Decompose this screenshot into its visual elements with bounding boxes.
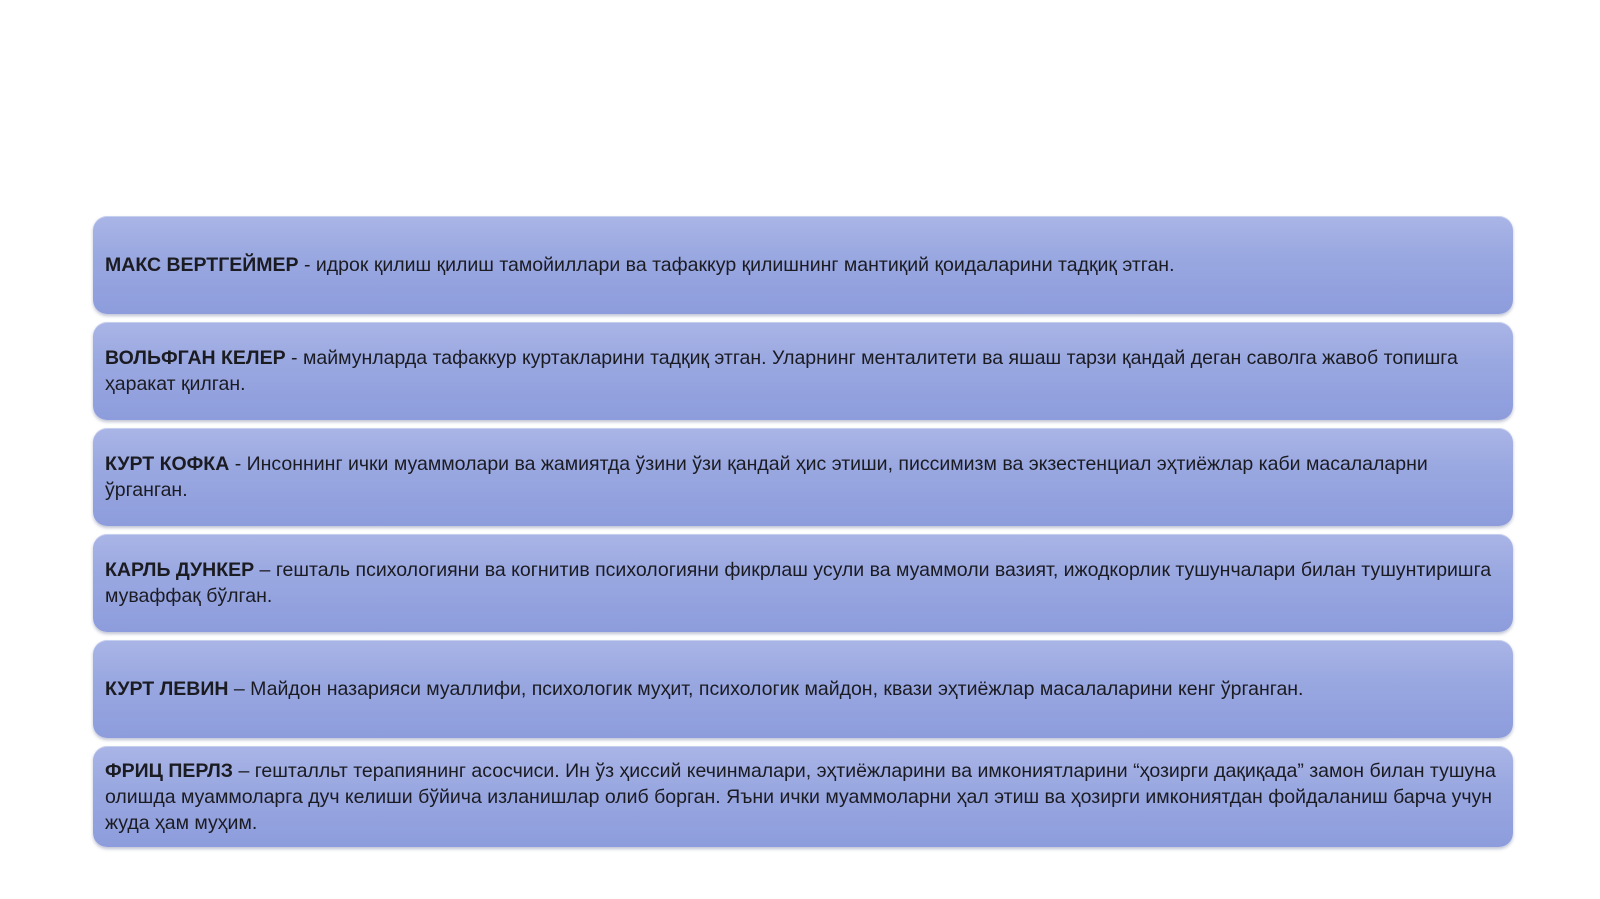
item-text: [105, 557, 1499, 609]
item-name: МАКС ВЕРТГЕЙМЕР: [105, 254, 299, 276]
item-separator: -: [229, 453, 247, 475]
scientist-list: [93, 216, 1513, 847]
list-item-lewin: [93, 640, 1513, 738]
item-separator: -: [298, 254, 316, 276]
item-separator: –: [254, 559, 276, 581]
item-name: КАРЛЬ ДУНКЕР: [105, 559, 255, 581]
item-name: КУРТ КОФКА: [105, 453, 230, 475]
item-description: идрок қилиш қилиш тамойиллари ва тафаккур қилишнинг мантиқий қоидаларини тадқиқ этган.: [315, 254, 1175, 276]
list-item-kohler: [93, 322, 1513, 420]
item-description: гешталь психологияни ва когнитив психологияни фикрлаш усули ва муаммоли вазият, ижодкорлик тушунчалари билан тушунтиришга муваффақ бўлган.: [105, 559, 1492, 607]
item-separator: –: [228, 678, 251, 700]
item-name: ВОЛЬФГАН КЕЛЕР: [105, 347, 286, 369]
list-item-koffka: [93, 428, 1513, 526]
item-separator: -: [285, 347, 303, 369]
item-description: маймунларда тафаккур куртакларини тадқиқ этган. Уларнинг менталитети ва яшаш тарзи қандай деган саволга жавоб топишга ҳаракат қилган.: [105, 347, 1458, 395]
item-description: гешталльт терапиянинг асосчиси. Ин ўз ҳиссий кечинмалари, эҳтиёжларини ва имкониятларини “ҳозирги дақиқада” замон билан тушуна олишда муаммоларга дуч келиши бўйича изланишлар олиб борган. Яъни ички муаммоларни ҳал этиш ва ҳозирги имкониятдан фойдаланиш барча учун жуда ҳам муҳим.: [105, 759, 1496, 834]
item-description: Инсоннинг ички муаммолари ва жамиятда ўзини ўзи қандай ҳис этиши, писсимизм ва экзестенциал эҳтиёжлар каби масалаларни ўрганган.: [105, 453, 1428, 501]
item-text: [105, 451, 1499, 503]
list-item-perls: [93, 746, 1513, 847]
item-name: КУРТ ЛЕВИН: [105, 678, 229, 700]
list-item-wertheimer: [93, 216, 1513, 314]
item-separator: –: [233, 759, 255, 782]
item-description: Майдон назарияси муаллифи, психологик муҳит, психологик майдон, квази эҳтиёжлар масалаларини кенг ўрганган.: [250, 678, 1304, 700]
item-text: [105, 252, 1175, 278]
item-name: ФРИЦ ПЕРЛЗ: [105, 759, 234, 782]
list-item-duncker: [93, 534, 1513, 632]
item-text: [105, 345, 1499, 397]
item-text: [105, 758, 1499, 836]
item-text: [105, 676, 1303, 702]
